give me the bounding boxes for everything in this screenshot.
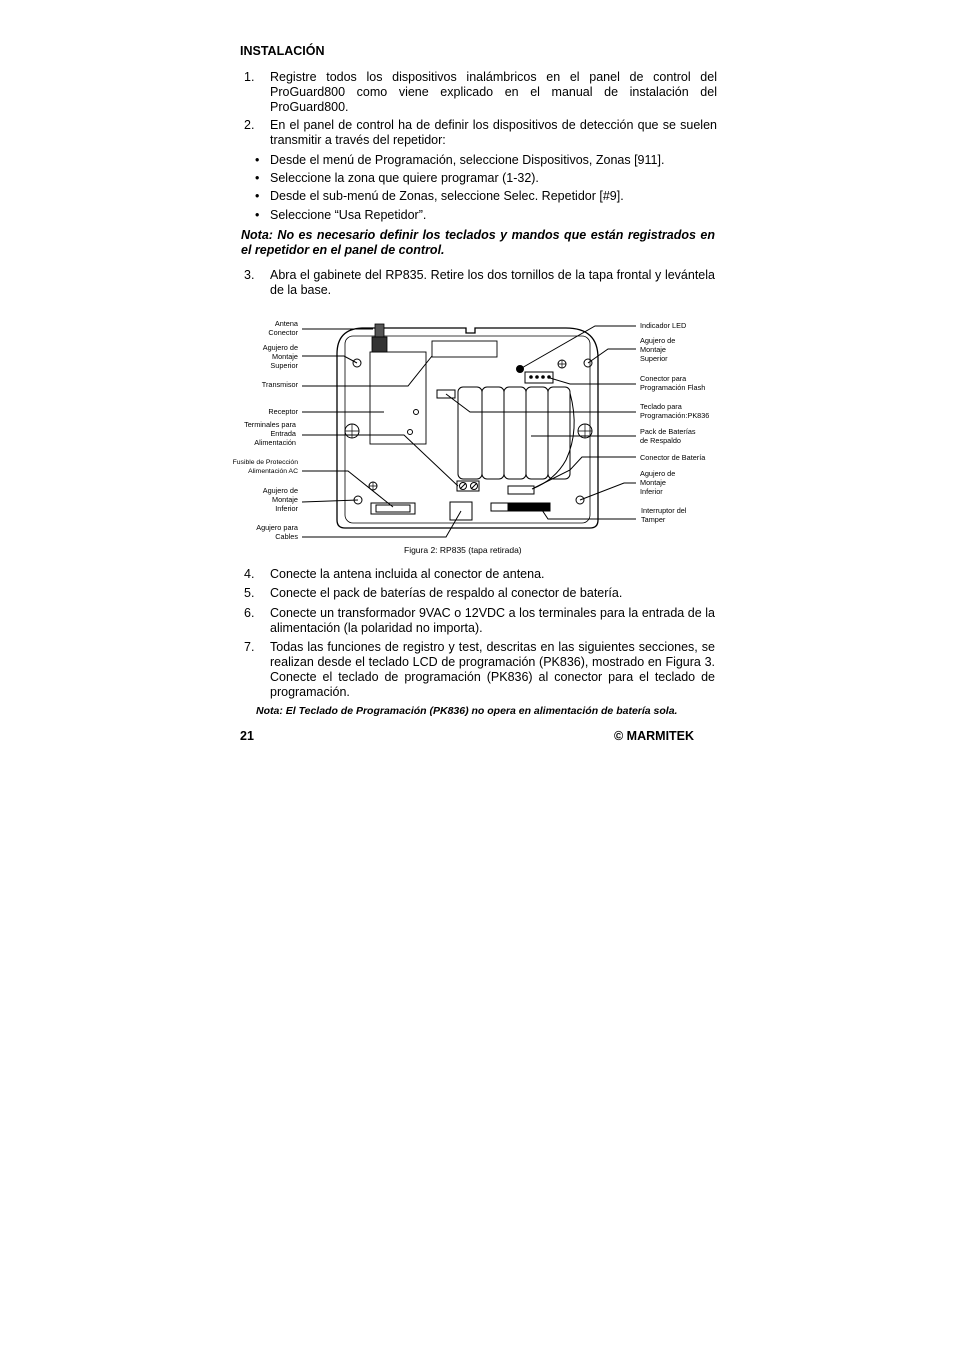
step-text: En el panel de control ha de definir los dispositivos de detección que se suelen transmitir a través del repetidor:	[270, 118, 717, 147]
label-transmitter: Transmisor	[261, 380, 298, 389]
step-number: 5.	[244, 586, 255, 600]
label-antenna-connector: Antena Conector	[268, 319, 298, 337]
label-tamper-switch: Interruptor del Tamper	[641, 506, 687, 524]
label-upper-mounting-hole-right: Agujero de Montaje Superior	[640, 336, 676, 363]
step-text: Registre todos los dispositivos inalámbricos en el panel de control del ProGuard800 como viene explicado en el manual de instalación del ProGuard800.	[270, 70, 717, 114]
step-number: 3.	[244, 268, 255, 282]
bullet-dot: •	[255, 153, 260, 167]
step-6	[244, 606, 715, 636]
label-power-terminals: Terminales para Entrada Alimentación	[244, 420, 296, 447]
footer-brand: © MARMITEK	[614, 729, 695, 743]
step-2	[244, 118, 717, 148]
label-receiver: Receptor	[268, 407, 298, 416]
section-heading: INSTALACIÓN	[240, 44, 325, 58]
step-text: Todas las funciones de registro y test, descritas en las siguientes secciones, se realizan desde el teclado LCD de programación (PK836), mostrado en Figura 3. Conecte el teclado de programación (PK836) al conector para el teclado de programación.	[270, 640, 715, 699]
step-7	[244, 640, 715, 700]
bullet-text: Desde el menú de Programación, seleccione Dispositivos, Zonas [911].	[270, 153, 665, 167]
label-upper-mounting-hole-left: Agujero de Montaje Superior	[262, 343, 298, 370]
step-3	[244, 268, 715, 298]
bullet-dot: •	[255, 208, 260, 222]
label-programming-keypad: Teclado para Programación:PK836	[640, 402, 710, 420]
label-lower-mounting-hole-left: Agujero de Montaje Inferior	[262, 486, 298, 513]
label-ac-fuse: Fusible de Protección Alimentación AC	[232, 459, 298, 475]
step-text: Abra el gabinete del RP835. Retire los dos tornillos de la tapa frontal y levántela de la base.	[270, 268, 715, 297]
label-flash-connector: Conector para Programación Flash	[640, 374, 706, 392]
bullet-text: Seleccione la zona que quiere programar (1-32).	[270, 171, 539, 185]
step-number: 4.	[244, 567, 255, 581]
bullet-item	[255, 208, 426, 223]
bullet-dot: •	[255, 171, 260, 185]
step-5	[244, 586, 715, 601]
step-text: Conecte el pack de baterías de respaldo al conector de batería.	[270, 586, 623, 600]
bullet-dot: •	[255, 189, 260, 203]
label-lower-mounting-hole-right: Agujero de Montaje Inferior	[640, 469, 676, 496]
step-1	[244, 70, 717, 115]
note-pk836: Nota: El Teclado de Programación (PK836) no opera en alimentación de batería sola.	[256, 705, 678, 717]
bullet-item	[255, 153, 664, 168]
bullet-text: Desde el sub-menú de Zonas, seleccione Selec. Repetidor [#9].	[270, 189, 624, 203]
label-backup-battery-pack: Pack de Baterías de Respaldo	[640, 427, 696, 445]
bullet-item	[255, 171, 539, 186]
step-number: 1.	[244, 70, 255, 84]
label-battery-connector: Conector de Batería	[640, 453, 706, 462]
label-cable-hole: Agujero para Cables	[256, 523, 298, 541]
step-number: 2.	[244, 118, 255, 132]
step-number: 6.	[244, 606, 255, 620]
antenna-connector	[372, 324, 387, 352]
step-text: Conecte un transformador 9VAC o 12VDC a los terminales para la entrada de la alimentación (la polaridad no importa).	[270, 606, 715, 635]
bullet-text: Seleccione “Usa Repetidor”.	[270, 208, 427, 222]
page-number: 21	[240, 729, 254, 743]
bullet-item	[255, 189, 624, 204]
label-led-indicator: Indicador LED	[640, 321, 687, 330]
note-keypads: Nota: No es necesario definir los teclados y mandos que están registrados en el repetidor en el panel de control.	[241, 228, 715, 257]
step-number: 7.	[244, 640, 255, 654]
step-text: Conecte la antena incluida al conector de antena.	[270, 567, 545, 581]
step-4	[244, 567, 715, 582]
figure-caption: Figura 2: RP835 (tapa retirada)	[404, 545, 522, 555]
